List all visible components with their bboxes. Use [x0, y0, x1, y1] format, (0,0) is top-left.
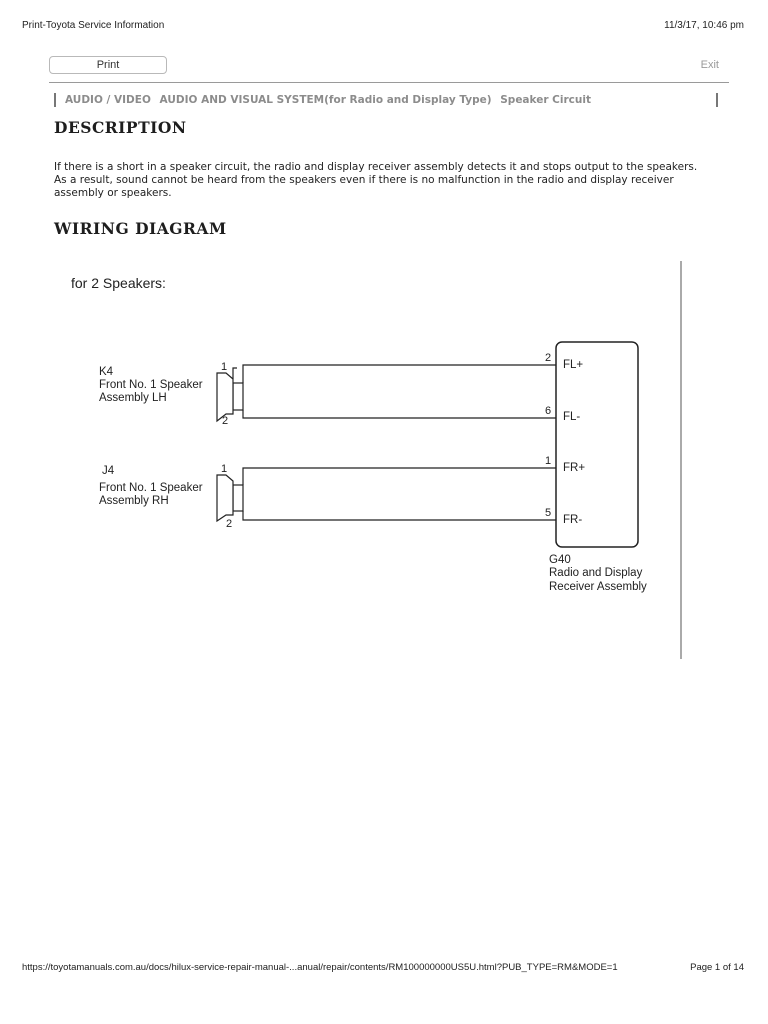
speaker-lh-name: Assembly LH	[99, 392, 167, 404]
footer-url: https://toyotamanuals.com.au/docs/hilux-service-repair-manual-...anual/repair/contents/RM100000000US5U.html?PUB_TYPE=RM&MODE=1	[22, 962, 618, 973]
diagram-subtitle: for 2 Speakers:	[71, 275, 166, 291]
wiring-diagram-heading: WIRING DIAGRAM	[54, 219, 227, 238]
breadcrumb-item-current: Speaker Circuit	[500, 94, 591, 106]
speaker-icon	[217, 475, 233, 521]
browser-print-title: Print-Toyota Service Information	[22, 20, 165, 31]
description-paragraph: As a result, sound cannot be heard from the speakers even if there is no malfunction in the radio and display receiver assembly or speakers.	[54, 174, 674, 199]
wire-fr-minus	[243, 511, 556, 520]
speaker-rh-pin-top: 1	[221, 463, 228, 475]
receiver-pin-number: 5	[545, 507, 552, 519]
receiver-name: Radio and Display	[549, 567, 643, 579]
speaker-rh-code: J4	[102, 465, 115, 477]
breadcrumb-item-system[interactable]: AUDIO AND VISUAL SYSTEM(for Radio and Display Type)	[159, 94, 492, 106]
wiring-diagram	[60, 258, 690, 663]
page-number: Page 1 of 14	[690, 962, 744, 973]
receiver-terminal-label: FL-	[563, 411, 581, 423]
receiver-code: G40	[549, 554, 571, 566]
receiver-pin-number: 6	[545, 405, 552, 417]
speaker-icon	[233, 485, 243, 511]
print-datetime: 11/3/17, 10:46 pm	[664, 20, 744, 31]
wire-fl-minus	[243, 410, 556, 418]
speaker-rh	[99, 463, 243, 530]
speaker-lh-pin-bottom: 2	[222, 415, 229, 427]
header-divider	[49, 82, 729, 83]
exit-link[interactable]: Exit	[700, 59, 719, 71]
description-paragraph: If there is a short in a speaker circuit, the radio and display receiver assembly detects it and stops output to the speakers.	[54, 161, 698, 173]
speaker-rh-pin-bottom: 2	[226, 518, 233, 530]
receiver-pin-number: 2	[545, 352, 552, 364]
receiver-terminal-label: FL+	[563, 359, 584, 371]
speaker-lh-pin-top: 1	[221, 361, 228, 373]
breadcrumb-item-category[interactable]: AUDIO / VIDEO	[65, 94, 151, 106]
receiver-pin-number: 1	[545, 455, 552, 467]
speaker-icon	[233, 383, 243, 410]
speaker-lh-code: K4	[99, 366, 114, 378]
description-text	[54, 161, 704, 200]
print-button[interactable]: Print	[49, 56, 167, 74]
receiver-name: Receiver Assembly	[549, 581, 647, 593]
speaker-icon	[217, 373, 233, 421]
receiver-terminal-label: FR+	[563, 462, 586, 474]
speaker-lh-name: Front No. 1 Speaker	[99, 379, 203, 391]
wire-fr-plus	[243, 468, 556, 485]
receiver-terminal-label: FR-	[563, 514, 583, 526]
speaker-rh-name: Front No. 1 Speaker	[99, 482, 203, 494]
speaker-rh-name: Assembly RH	[99, 495, 169, 507]
wire-fl-plus	[243, 365, 556, 383]
description-heading: DESCRIPTION	[54, 118, 187, 137]
speaker-lh	[99, 361, 243, 427]
breadcrumb	[54, 93, 718, 107]
